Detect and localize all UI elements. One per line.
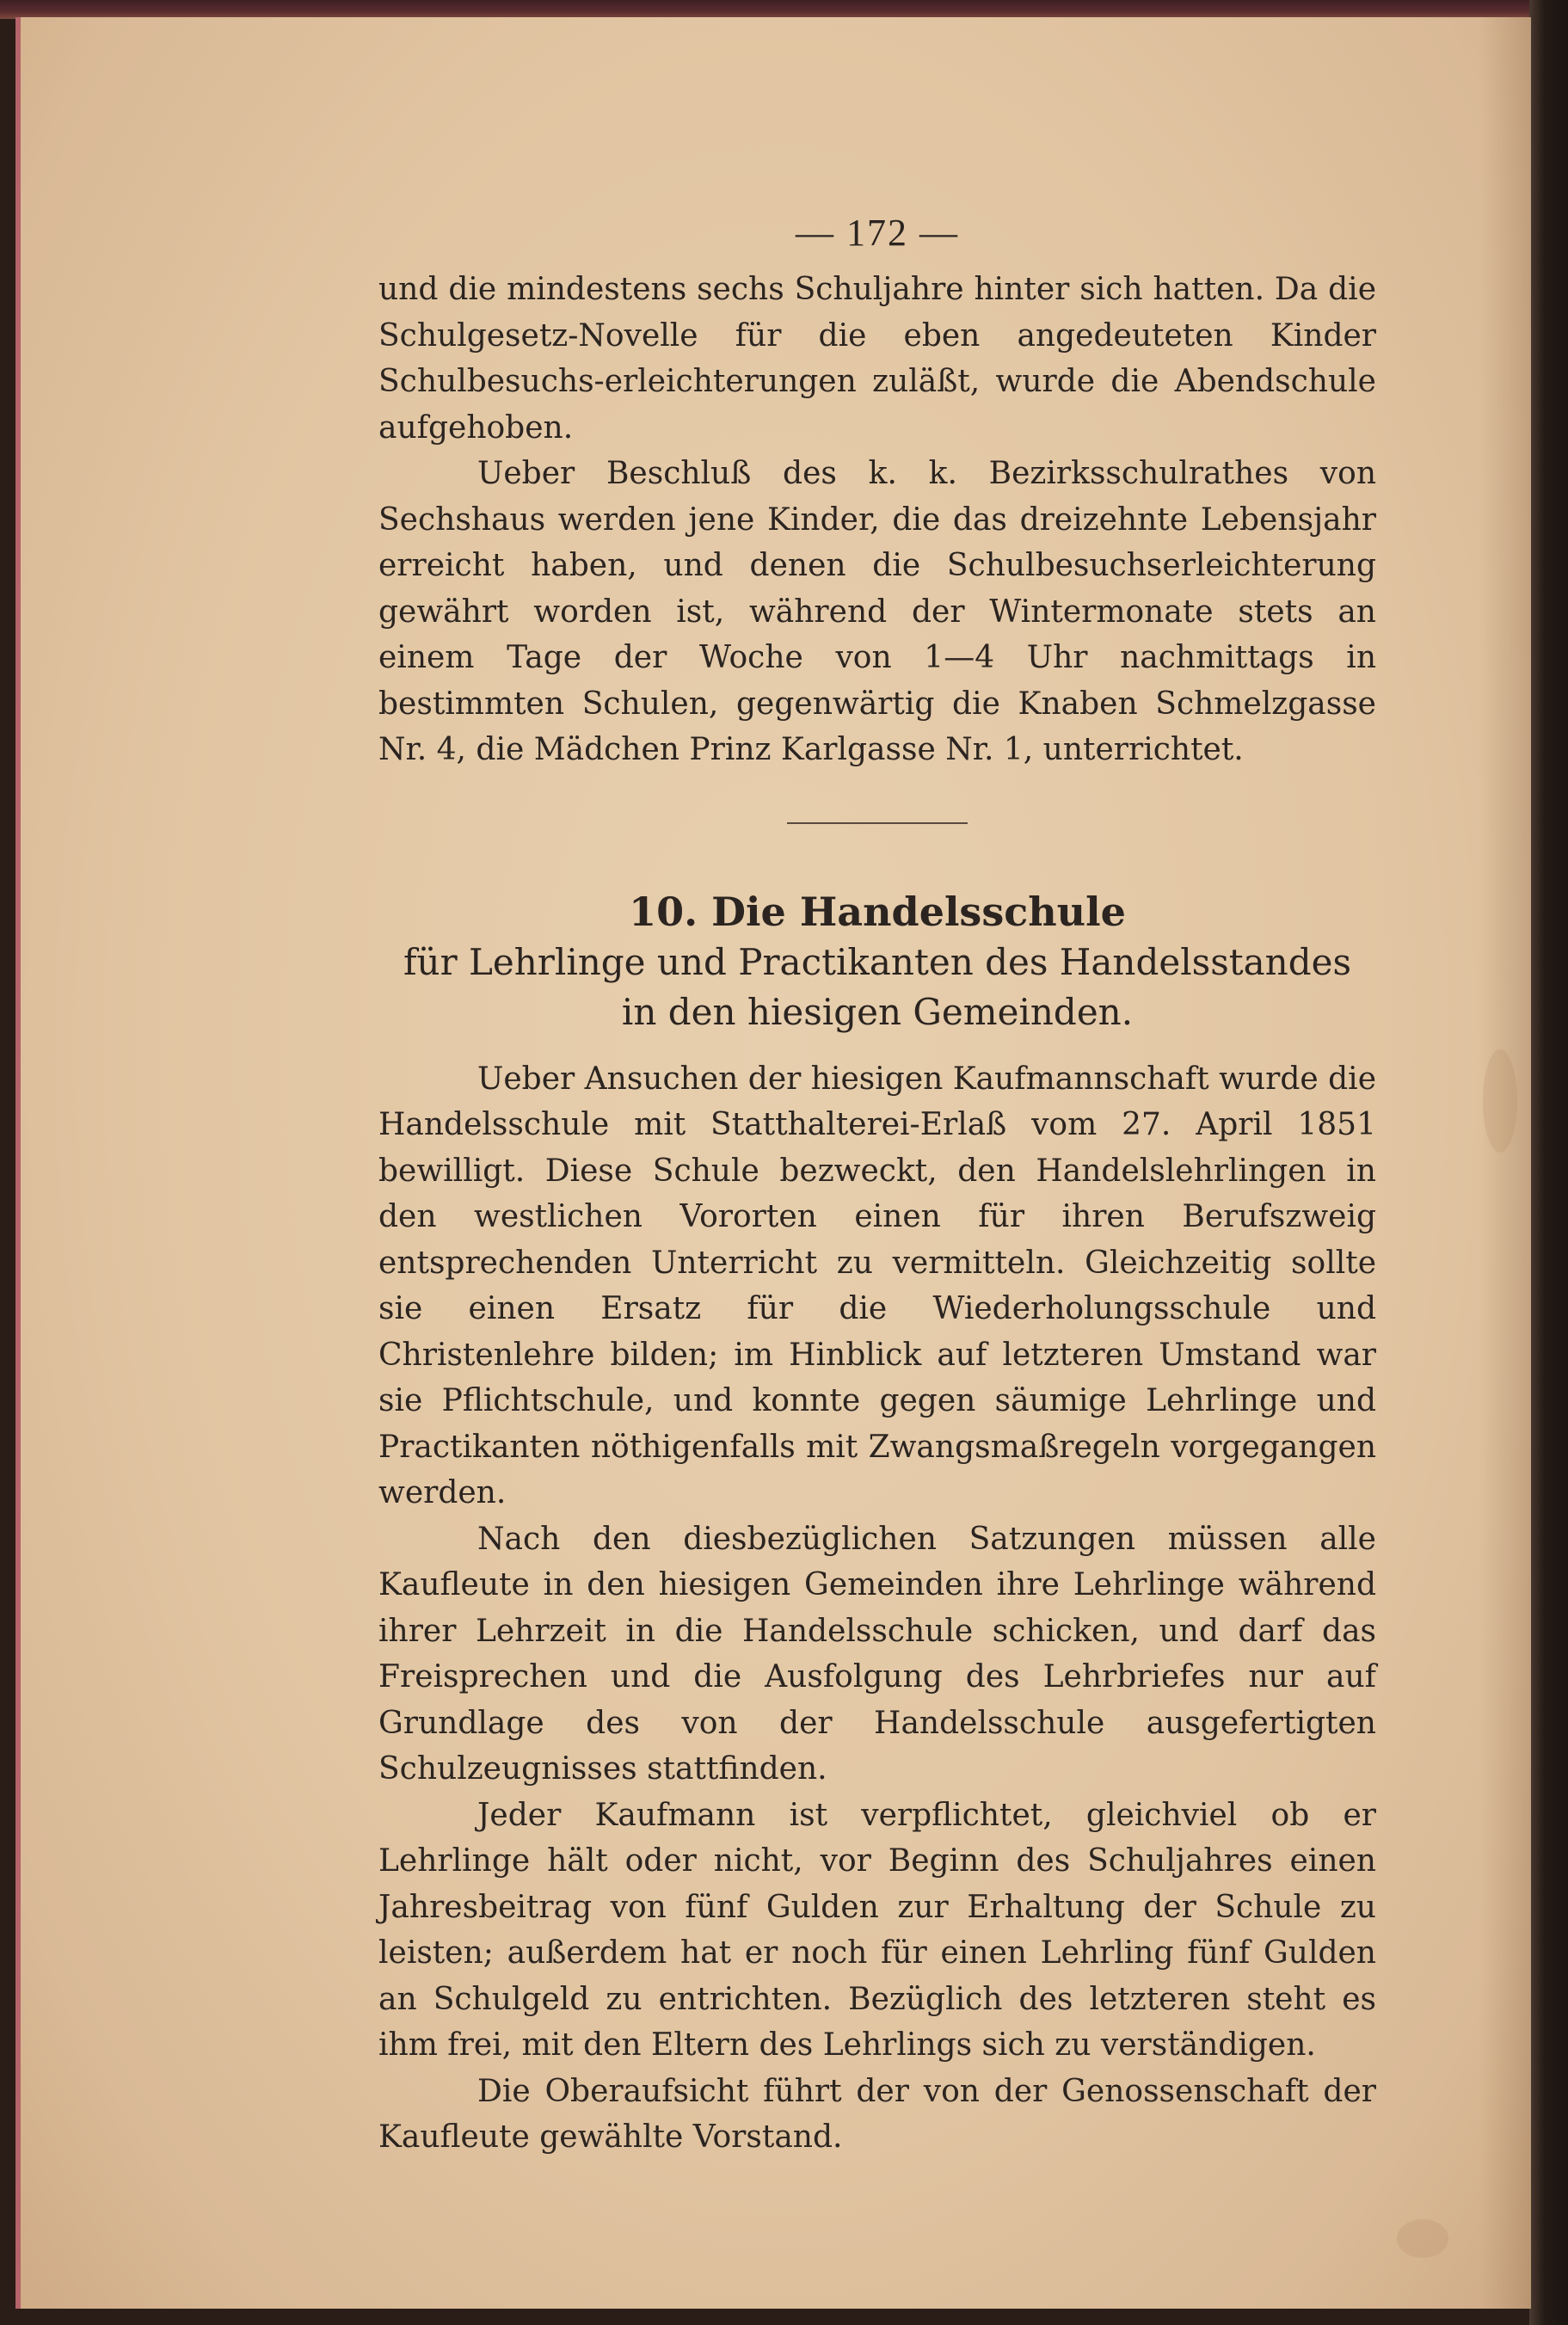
paper-stain [1397,2219,1448,2258]
section-subtitle-line-2: in den hiesigen Gemeinden. [621,990,1134,1033]
intro-paragraph-1: und die mindestens sechs Schuljahre hinter sich hatten. Da die Schulgesetz-Novelle für die eben angedeuteten Kinder Schulbesuchs-erleichterungen zuläßt, wurde die Abendschule aufgehoben. [378,272,1376,446]
section-paragraph-2: Nach den diesbezüglichen Satzungen müssen alle Kaufleute in den hiesigen Gemeinden ihre Lehrlinge während ihrer Lehrzeit in die Handelsschule schicken, und darf das Freisprechen und die Ausfolgung des Lehrbriefes nur auf Grundlage des von der Handelsschule ausgefertigten Schulzeugnisses stattfinden. [378,1521,1376,1787]
page-number: — 172 — [796,212,959,254]
page-content [378,211,1376,2161]
section-divider [787,822,968,824]
section-heading [378,886,1376,1037]
paper-stain [1483,1049,1517,1153]
book-top-edge [0,0,1568,19]
section-title: 10. Die Handelsschule [629,888,1126,935]
book-spine-edge [1529,0,1568,2325]
intro-paragraph-2: Ueber Beschluß des k. k. Bezirksschulrathes von Sechshaus werden jene Kinder, die das dreizehnte Lebensjahr erreicht haben, und denen die Schulbesuchserleichterung gewährt worden ist, während der Wintermonate stets an einem Tage der Woche von 1—4 Uhr nachmittags in bestimmten Schulen, gegenwärtig die Knaben Schmelzgasse Nr. 4, die Mädchen Prinz Karlgasse Nr. 1, unterrichtet. [378,456,1376,767]
section-subtitle-line-1: für Lehrlinge und Practikanten des Handelsstandes [403,940,1352,983]
page-shadow [1479,17,1531,2309]
section-paragraph-4: Die Oberaufsicht führt der von der Genossenschaft der Kaufleute gewählte Vorstand. [378,2073,1376,2155]
section-paragraph-1: Ueber Ansuchen der hiesigen Kaufmannschaft wurde die Handelsschule mit Statthalterei-Erlaß vom 27. April 1851 bewilligt. Diese Schule bezweckt, den Handelslehrlingen in den westlichen Vororten einen für ihren Berufszweig entsprechenden Unterricht zu vermitteln. Gleichzeitig sollte sie einen Ersatz für die Wiederholungsschule und Christenlehre bilden; im Hinblick auf letzteren Umstand war sie Pflichtschule, und konnte gegen säumige Lehrlinge und Practikanten nöthigenfalls mit Zwangsmaßregeln vorgegangen werden. [378,1061,1376,1510]
section-paragraph-3: Jeder Kaufmann ist verpflichtet, gleichviel ob er Lehrlinge hält oder nicht, vor Beginn des Schuljahres einen Jahresbeitrag von fünf Gulden zur Erhaltung der Schule zu leisten; außerdem hat er noch für einen Lehrling fünf Gulden an Schulgeld zu entrichten. Bezüglich des letzteren steht es ihm frei, mit den Eltern des Lehrlings sich zu verständigen. [378,1797,1376,2063]
